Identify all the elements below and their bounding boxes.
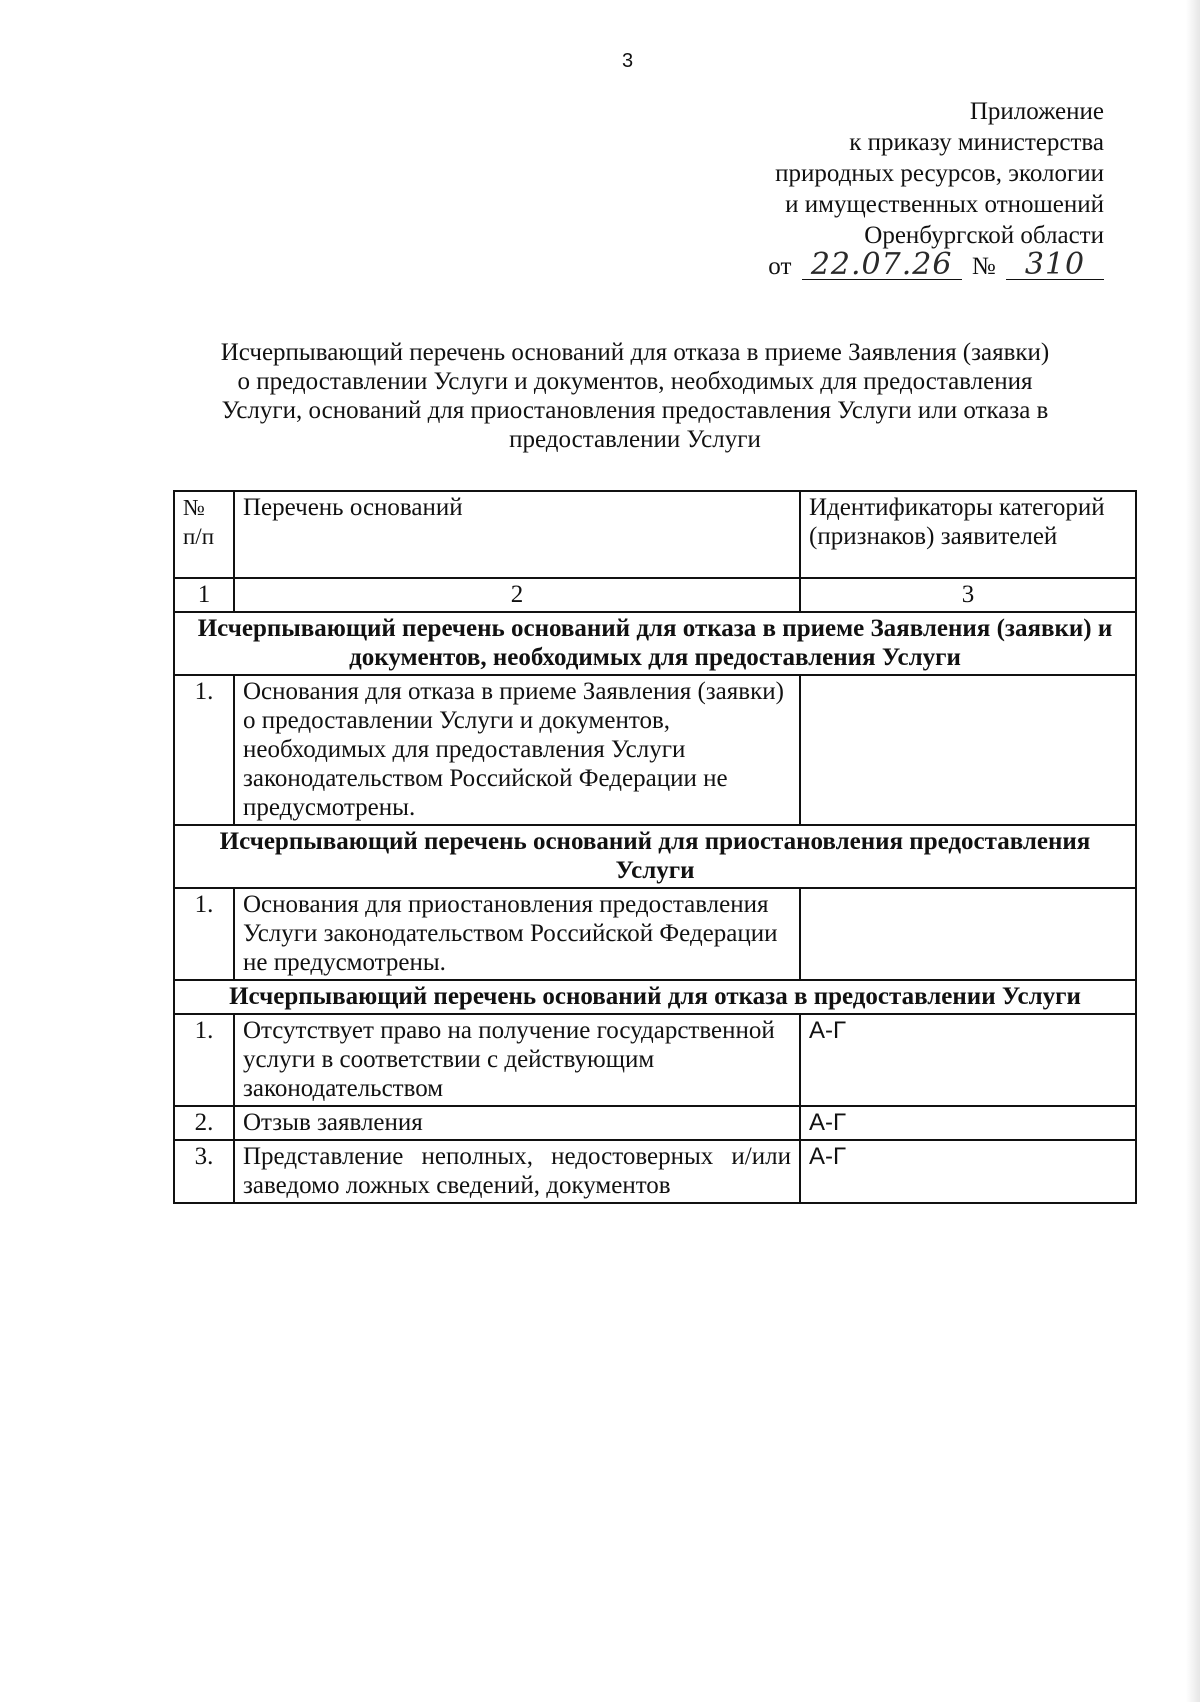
row-text: Представление неполных, недостоверных и/или заведомо ложных сведений, документов bbox=[234, 1140, 800, 1203]
table-row bbox=[174, 675, 1136, 825]
title-line: предоставлении Услуги bbox=[509, 426, 761, 453]
section-title: Исчерпывающий перечень оснований для отказа в предоставлении Услуги bbox=[174, 980, 1136, 1014]
table-header-row bbox=[174, 491, 1136, 578]
row-identifier bbox=[800, 888, 1136, 980]
row-text: Основания для приостановления предоставления Услуги законодательством Российской Федерации не предусмотрены. bbox=[234, 888, 800, 980]
handwritten-number: 310 bbox=[1006, 251, 1104, 280]
section-header-row bbox=[174, 825, 1136, 888]
handwritten-date: 22.07.26 bbox=[802, 251, 962, 280]
row-text: Основания для отказа в приеме Заявления (заявки) о предоставлении Услуги и документов, необходимых для предоставления Услуги законодательством Российской Федерации не предусмотрены. bbox=[234, 675, 800, 825]
row-text: Отзыв заявления bbox=[234, 1106, 800, 1140]
appendix-block bbox=[768, 96, 1104, 282]
header-reasons: Перечень оснований bbox=[234, 491, 800, 578]
date-prefix: от bbox=[768, 253, 792, 280]
row-num: 1. bbox=[174, 888, 234, 980]
order-date-number bbox=[768, 247, 1104, 282]
section-header-row bbox=[174, 980, 1136, 1014]
title-line: Исчерпывающий перечень оснований для отказа в приеме Заявления (заявки) bbox=[220, 339, 1050, 366]
table-row bbox=[174, 888, 1136, 980]
table-row bbox=[174, 1140, 1136, 1203]
column-number: 1 bbox=[174, 578, 234, 612]
grounds-table bbox=[173, 490, 1137, 1204]
appendix-line: природных ресурсов, экологии bbox=[775, 160, 1104, 187]
page-number: 3 bbox=[621, 50, 634, 72]
section-title: Исчерпывающий перечень оснований для отказа в приеме Заявления (заявки) и документов, необходимых для предоставления Услуги bbox=[174, 612, 1136, 675]
column-number: 3 bbox=[800, 578, 1136, 612]
number-prefix: № bbox=[971, 253, 996, 280]
appendix-line: Приложение bbox=[969, 98, 1104, 125]
column-numbers-row bbox=[174, 578, 1136, 612]
scan-edge-shadow bbox=[1186, 0, 1200, 1702]
section-header-row bbox=[174, 612, 1136, 675]
title-line: Услуги, оснований для приостановления предоставления Услуги или отказа в bbox=[221, 397, 1049, 424]
row-identifier: А-Г bbox=[800, 1106, 1136, 1140]
section-title: Исчерпывающий перечень оснований для приостановления предоставления Услуги bbox=[174, 825, 1136, 888]
appendix-line: Оренбургской области bbox=[864, 222, 1104, 249]
row-identifier: А-Г bbox=[800, 1140, 1136, 1203]
title-line: о предоставлении Услуги и документов, необходимых для предоставления bbox=[237, 368, 1033, 395]
row-text: Отсутствует право на получение государственной услуги в соответствии с действующим законодательством bbox=[234, 1014, 800, 1106]
table-row bbox=[174, 1106, 1136, 1140]
row-num: 1. bbox=[174, 675, 234, 825]
document-title bbox=[150, 338, 1120, 454]
row-identifier: А-Г bbox=[800, 1014, 1136, 1106]
column-number: 2 bbox=[234, 578, 800, 612]
appendix-line: и имущественных отношений bbox=[785, 191, 1104, 218]
table-row bbox=[174, 1014, 1136, 1106]
row-identifier bbox=[800, 675, 1136, 825]
appendix-line: к приказу министерства bbox=[849, 129, 1104, 156]
header-num: № п/п bbox=[174, 491, 234, 578]
row-num: 1. bbox=[174, 1014, 234, 1106]
row-num: 2. bbox=[174, 1106, 234, 1140]
header-identifiers: Идентификаторы категорий (признаков) заявителей bbox=[800, 491, 1136, 578]
row-num: 3. bbox=[174, 1140, 234, 1203]
